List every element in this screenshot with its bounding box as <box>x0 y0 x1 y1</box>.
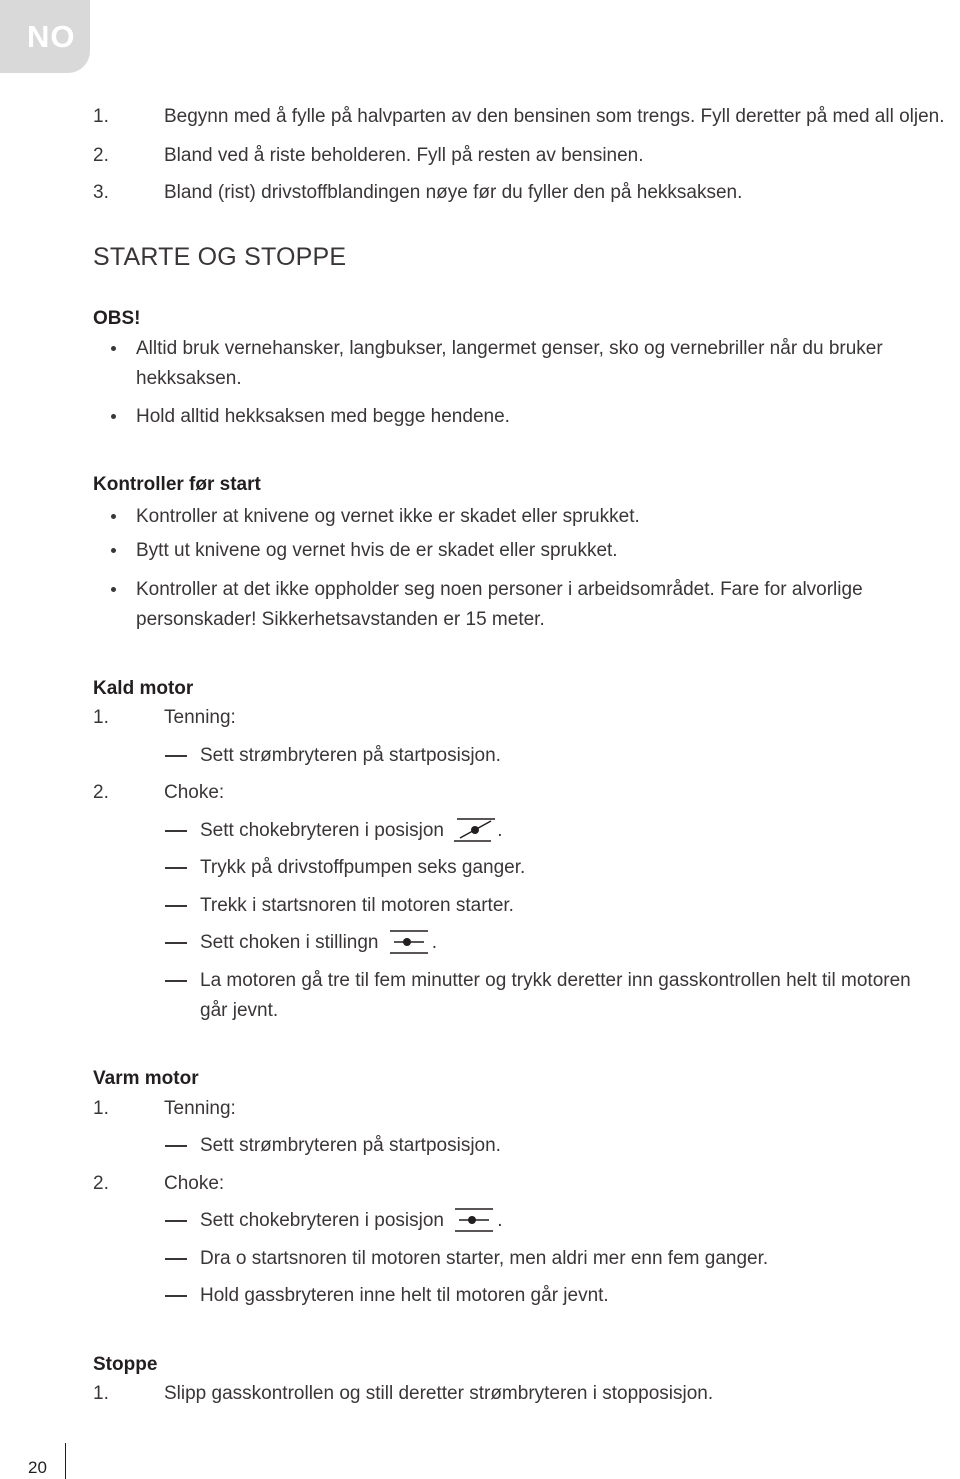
step-item: Sett strømbryteren på startposisjon. <box>200 745 501 766</box>
list-number: 1. <box>93 106 109 127</box>
page-number-rule <box>65 1443 66 1479</box>
step-item-cont: går jevnt. <box>200 1000 279 1021</box>
step-item-text: Sett chokebryteren i posisjon <box>200 1210 444 1232</box>
step-item: La motoren gå tre til fem minutter og trykk deretter inn gasskontrollen helt til motoren <box>200 970 911 991</box>
varm-motor-title: Varm motor <box>93 1068 199 1089</box>
language-tab: NO <box>0 0 90 73</box>
dash-marker <box>165 980 187 982</box>
step-number: 1. <box>93 707 109 728</box>
step-item: Hold gassbryteren inne helt til motoren går jevnt. <box>200 1285 609 1306</box>
list-number: 3. <box>93 182 109 203</box>
dash-marker <box>165 830 187 832</box>
bullet-dot <box>111 414 116 419</box>
dash-marker <box>165 905 187 907</box>
dash-marker <box>165 942 187 944</box>
choke-open-icon <box>451 1210 495 1232</box>
kontroller-bullet-text: Kontroller at det ikke oppholder seg noen personer i arbeidsområdet. Fare for alvorlige <box>136 579 863 600</box>
kontroller-bullet-text: Bytt ut knivene og vernet hvis de er skadet eller sprukket. <box>136 540 618 561</box>
step-item: Dra o startsnoren til motoren starter, men aldri mer enn fem ganger. <box>200 1248 769 1269</box>
section-title: STARTE OG STOPPE <box>93 243 347 271</box>
dash-marker <box>165 1145 187 1147</box>
bullet-dot <box>111 514 116 519</box>
step-label: Choke: <box>164 1173 225 1194</box>
step-item-text: Sett chokebryteren i posisjon <box>200 820 444 842</box>
step-item: Trykk på drivstoffpumpen seks ganger. <box>200 857 526 878</box>
list-item-text: Bland (rist) drivstoffblandingen nøye før du fyller den på hekksaksen. <box>164 182 743 203</box>
stoppe-title: Stoppe <box>93 1354 158 1375</box>
kontroller-bullet-text-cont: personskader! Sikkerhetsavstanden er 15 meter. <box>136 609 545 630</box>
obs-bullet-text: Hold alltid hekksaksen med begge hendene. <box>136 406 510 427</box>
dash-marker <box>165 1258 187 1260</box>
step-item: Slipp gasskontrollen og still deretter strømbryteren i stopposisjon. <box>164 1383 714 1404</box>
bullet-dot <box>111 548 116 553</box>
step-label: Choke: <box>164 782 225 803</box>
bullet-dot <box>111 346 116 351</box>
list-item-text: Begynn med å fylle på halvparten av den bensinen som trengs. Fyll deretter på med all oljen. <box>164 106 945 127</box>
kontroller-bullet-text: Kontroller at knivene og vernet ikke er skadet eller sprukket. <box>136 506 640 527</box>
dash-marker <box>165 1220 187 1222</box>
step-item: Sett chokebryteren i posisjon . <box>200 1210 503 1232</box>
kald-motor-title: Kald motor <box>93 678 194 699</box>
step-label: Tenning: <box>164 707 236 728</box>
choke-closed-icon <box>451 820 495 842</box>
step-label: Tenning: <box>164 1098 236 1119</box>
choke-open-icon <box>386 932 430 954</box>
list-number: 2. <box>93 145 109 166</box>
obs-bullet-text-cont: hekksaksen. <box>136 368 242 389</box>
kontroller-title: Kontroller før start <box>93 474 261 495</box>
step-number: 2. <box>93 782 109 803</box>
list-item-text: Bland ved å riste beholderen. Fyll på resten av bensinen. <box>164 145 644 166</box>
obs-bullet-text: Alltid bruk vernehansker, langbukser, langermet genser, sko og vernebriller når du bruker <box>136 338 883 359</box>
obs-title: OBS! <box>93 308 141 329</box>
step-item: Sett strømbryteren på startposisjon. <box>200 1135 501 1156</box>
step-number: 1. <box>93 1098 109 1119</box>
step-number: 2. <box>93 1173 109 1194</box>
step-number: 1. <box>93 1383 109 1404</box>
step-item-text: Sett choken i stillingn <box>200 932 379 954</box>
step-item: Sett chokebryteren i posisjon . <box>200 820 503 842</box>
step-item: Sett choken i stillingn . <box>200 932 438 954</box>
page-number: 20 <box>28 1458 47 1477</box>
step-item: Trekk i startsnoren til motoren starter. <box>200 895 514 916</box>
dash-marker <box>165 1295 187 1297</box>
dash-marker <box>165 755 187 757</box>
dash-marker <box>165 867 187 869</box>
bullet-dot <box>111 587 116 592</box>
